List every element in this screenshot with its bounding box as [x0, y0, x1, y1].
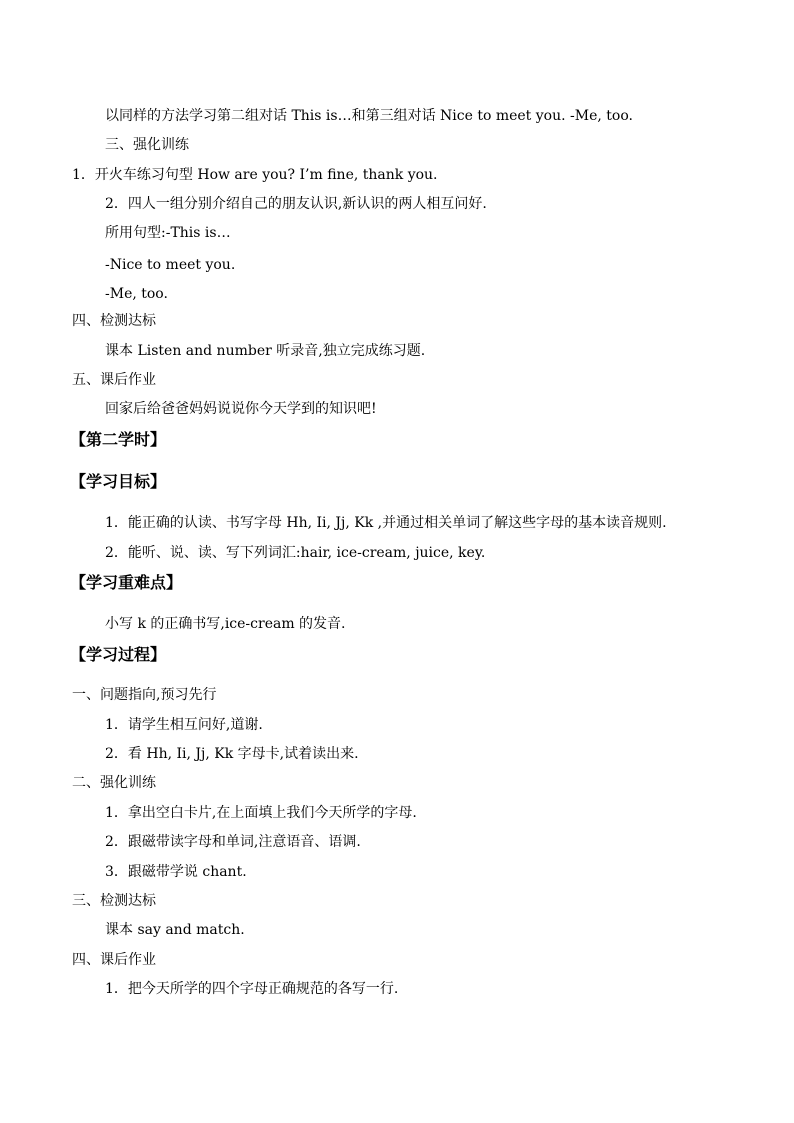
homework-text: 回家后给爸爸妈妈说说你今天学到的知识吧! — [105, 401, 377, 417]
section-title-practice: 三、强化训练 — [105, 137, 189, 153]
practice-item-2: 2．四人一组分别介绍自己的朋友认识,新认识的两人相互问好. — [105, 196, 487, 212]
process-section-1-item-2: 2．看 Hh, Ii, Jj, Kk 字母卡,试着读出来. — [105, 746, 359, 762]
process-section-2-item-2: 2．跟磁带读字母和单词,注意语音、语调. — [105, 834, 361, 850]
process-section-1-item-1: 1．请学生相互问好,道谢. — [105, 717, 263, 733]
process-section-4-item-1: 1．把今天所学的四个字母正确规范的各写一行. — [105, 981, 399, 997]
learning-goals-title: 【学习目标】 — [70, 472, 167, 491]
practice-item-1: 1．开火车练习句型 How are you? I’m fine, thank you. — [72, 167, 438, 183]
process-section-1-title: 一、问题指向,预习先行 — [72, 687, 217, 703]
section-title-assessment: 四、检测达标 — [72, 313, 156, 329]
learning-process-title: 【学习过程】 — [70, 645, 167, 664]
key-points-title: 【学习重难点】 — [70, 573, 183, 592]
process-section-2-item-3: 3．跟磁带学说 chant. — [105, 864, 247, 880]
process-section-2-title: 二、强化训练 — [72, 775, 156, 791]
process-section-3-text: 课本 say and match. — [105, 922, 245, 938]
process-section-3-title: 三、检测达标 — [72, 893, 156, 909]
process-section-2-item-1: 1．拿出空白卡片,在上面填上我们今天所学的字母. — [105, 805, 417, 821]
paragraph-dialogue-method: 以同样的方法学习第二组对话 This is…和第三组对话 Nice to meet you. -Me, too. — [105, 108, 633, 124]
sentence-pattern-2: -Nice to meet you. — [105, 257, 236, 273]
goal-item-1: 1．能正确的认读、书写字母 Hh, Ii, Jj, Kk ,并通过相关单词了解这些字母的基本读音规则. — [105, 515, 667, 531]
assessment-text: 课本 Listen and number 听录音,独立完成练习题. — [105, 343, 426, 359]
goal-item-2: 2．能听、说、读、写下列词汇:hair, ice-cream, juice, key. — [105, 545, 486, 561]
sentence-pattern-3: -Me, too. — [105, 286, 168, 302]
key-points-text: 小写 k 的正确书写,ice-cream 的发音. — [105, 616, 346, 632]
section-title-homework: 五、课后作业 — [72, 372, 156, 388]
sentence-pattern-label: 所用句型:-This is… — [105, 225, 231, 241]
lesson2-title: 【第二学时】 — [70, 430, 167, 449]
process-section-4-title: 四、课后作业 — [72, 952, 156, 968]
